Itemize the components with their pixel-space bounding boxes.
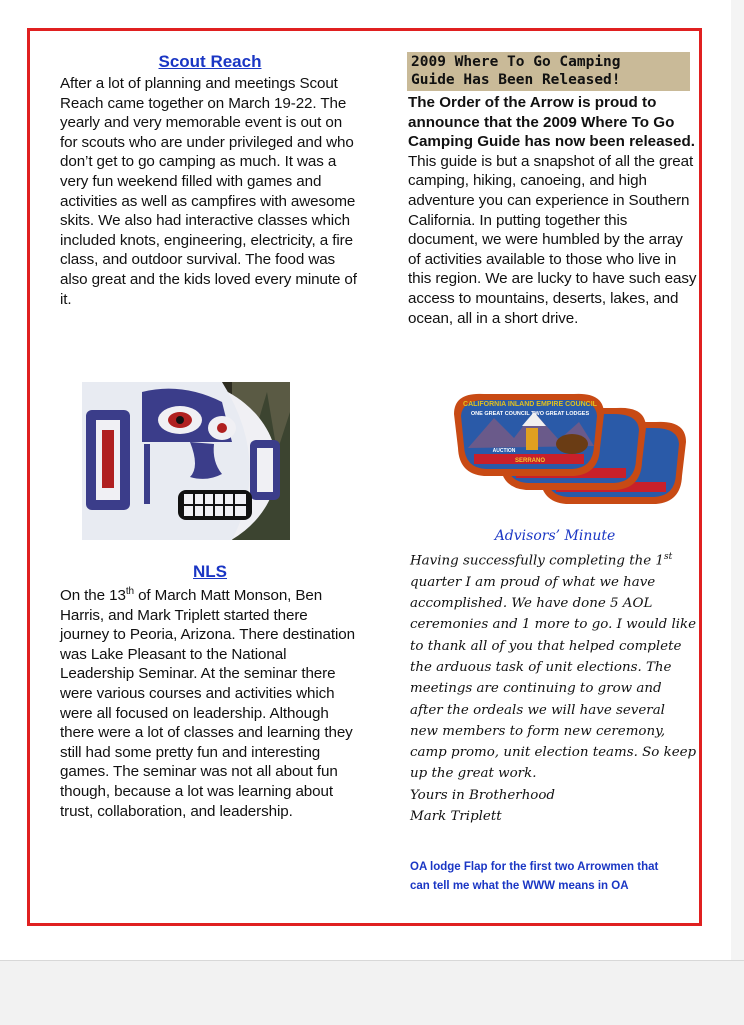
advisor-line: to thank all of you that helped complete bbox=[410, 638, 682, 654]
advisor-line: accomplished. We have done 5 AOL bbox=[410, 596, 653, 612]
advisor-line: quarter I am proud of what we have bbox=[410, 574, 656, 590]
guide-banner-line1: 2009 Where To Go Camping bbox=[411, 54, 621, 70]
patch-sub-text: ONE GREAT COUNCIL TWO GREAT LODGES bbox=[470, 411, 590, 417]
patch-top-text: CALIFORNIA INLAND EMPIRE COUNCIL bbox=[463, 401, 597, 408]
patch-bottom-text: SERRANO bbox=[514, 458, 546, 464]
totem-photo bbox=[82, 382, 290, 540]
advisor-line: meetings are continuing to grow and bbox=[410, 681, 662, 697]
nls-lead-sup: th bbox=[125, 586, 134, 597]
contest-line1: OA lodge Flap for the first two Arrowmen that bbox=[410, 861, 659, 873]
nls-heading: NLS bbox=[193, 562, 227, 581]
advisors-minute-section bbox=[410, 528, 700, 827]
nls-body-text: of March Matt Monson, Ben Harris, and Mark Triplett started there journey to Peoria, Arizona. There destination was Lake Pleasant to the National Leadership Seminar. At the seminar there were various courses and activities which were all focused on leadership. Although there were a lot of classes and learning they still had some pretty fun and interesting games. The seminar was not all about fun though, because a lot was learning about trust, collaboration, and leadership. bbox=[60, 587, 355, 820]
advisor-line: camp promo, unit election teams. So keep bbox=[410, 745, 697, 761]
nls-lead: On the 13 bbox=[60, 587, 126, 605]
advisor-line: after the ordeals we will have several bbox=[410, 702, 665, 718]
contest-line2: can tell me what the WWW means in OA bbox=[410, 880, 629, 892]
council-patch-image bbox=[452, 388, 690, 508]
advisor-line: up the great work. bbox=[410, 766, 537, 782]
advisor-line: ceremonies and 1 more to go. I would like bbox=[410, 617, 697, 633]
scan-edge-bottom bbox=[0, 960, 744, 1025]
advisor-line: the arduous task of unit elections. The bbox=[410, 659, 672, 675]
advisor-signoff: Yours in Brotherhood bbox=[410, 787, 556, 803]
advisor-line: new members to form new ceremony, bbox=[410, 723, 666, 739]
guide-lead: The Order of the Arrow is proud to announce that the 2009 Where To Go Camping Guide has now been released. bbox=[408, 94, 695, 151]
totem-photo-image bbox=[82, 382, 290, 540]
advisor-signature: Mark Triplett bbox=[410, 809, 502, 825]
scout-reach-body: After a lot of planning and meetings Scout Reach came together on March 19-22. The yearly and very memorable event is out on for scouts who are under privileged and who don’t get to go camping as much. It was a very fun weekend filled with games and activities as well as campfires with awesome skits. We also had interactive classes which included knots, engineering, electricity, a fire class, and outdoor survival. The food was also great and the kids loved every minute of it. bbox=[60, 75, 357, 308]
guide-body: This guide is but a snapshot of all the great camping, hiking, canoeing, and high adventure you can experience in Southern California. In putting together this document, we were humbled by the array of activities available to those who live in this region. We are lucky to have such easy access to mountains, deserts, lakes, and ocean, all in a short drive. bbox=[408, 152, 697, 327]
contest-note bbox=[410, 858, 700, 896]
guide-banner bbox=[407, 52, 690, 91]
scout-reach-section bbox=[60, 52, 360, 309]
guide-section bbox=[408, 52, 698, 328]
patch-lower-text: AUCTION bbox=[492, 448, 516, 454]
advisor-line-first bbox=[410, 547, 700, 572]
advisor-line1-sup: st bbox=[663, 552, 673, 562]
guide-banner-line2: Guide Has Been Released! bbox=[411, 72, 621, 88]
advisors-minute-heading: Advisors’ Minute bbox=[494, 528, 616, 544]
nls-body bbox=[60, 582, 360, 821]
scout-reach-heading: Scout Reach bbox=[158, 52, 262, 71]
scan-edge-right bbox=[731, 0, 744, 960]
advisor-line1-text: Having successfully completing the 1 bbox=[410, 553, 664, 569]
